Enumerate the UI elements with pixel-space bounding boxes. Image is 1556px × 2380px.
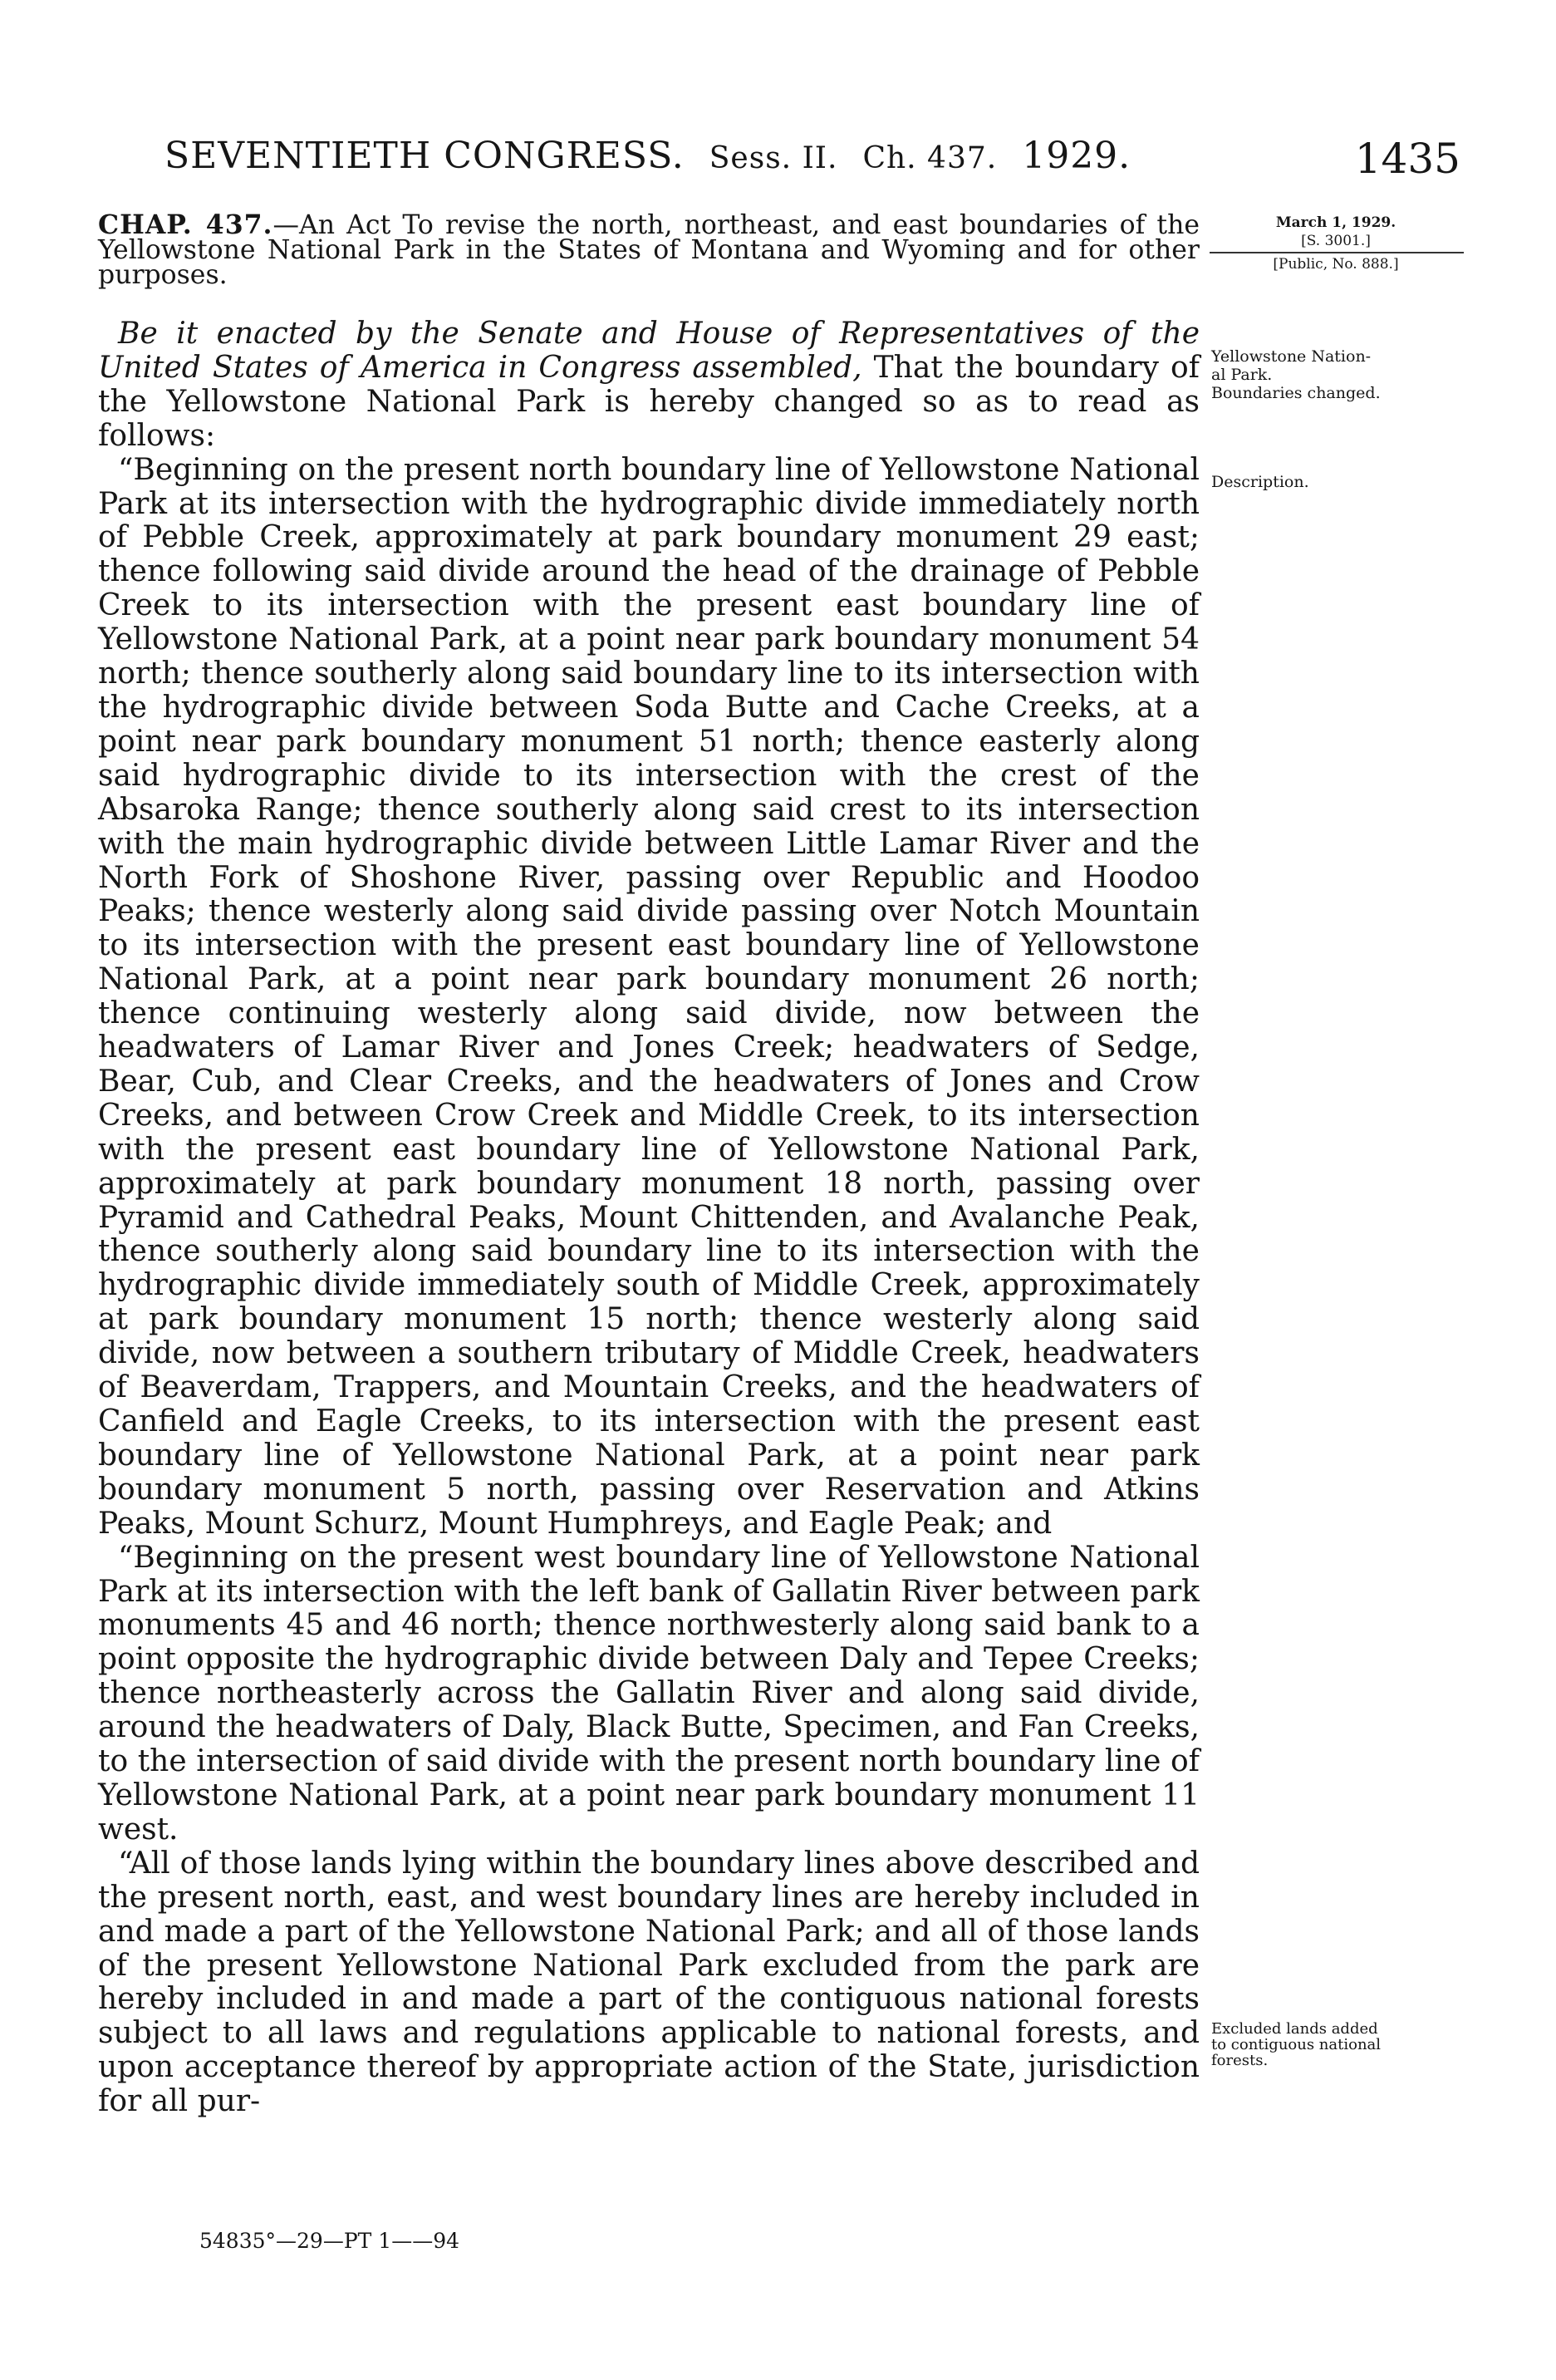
margin-yellowstone-line-2: al Park.: [1211, 366, 1273, 384]
chapter-number: CHAP. 437.: [98, 209, 273, 240]
enacting-clause-italic: Be it enacted by the Senate and House of Representatives of the United States of America in Congress assembled,: [98, 317, 1200, 385]
margin-excluded-line-2: to contiguous national: [1211, 2036, 1382, 2053]
running-head-title: [164, 135, 1131, 177]
footer-print-code: 54835°—29—PT 1——94: [199, 2229, 460, 2253]
page-number: 1435: [1354, 135, 1460, 183]
margin-public-law: [Public, No. 888.]: [1273, 256, 1399, 273]
margin-note-description: Description.: [1211, 473, 1309, 491]
margin-excluded-line-3: forests.: [1211, 2052, 1269, 2069]
margin-note-excluded: [1211, 2021, 1460, 2068]
chapter-title: —An Act To revise the north, northeast, and east boundaries of the Yellowstone National Park in the States of Montana and Wyoming and for other purposes.: [98, 210, 1200, 290]
session-label: Sess. II.: [709, 141, 838, 175]
running-head: [164, 135, 1460, 193]
margin-yellowstone-line-3: Boundaries changed.: [1211, 384, 1381, 402]
enacting-clause-text: That the boundary of the Yellowstone National Park is hereby changed so as to read as follows:: [98, 350, 1200, 453]
margin-yellowstone-line-1: Yellowstone Nation-: [1211, 347, 1372, 366]
paragraph-lands: “All of those lands lying within the boundary lines above described and the present north, east, and west boundary lines are hereby included in and made a part of the Yellowstone National Park; and all of those lands of the present Yellowstone National Park excluded from the park are hereby included in and made a part of the contiguous national forests subject to all laws and regulations applicable to national forests, and upon acceptance thereof by appropriate action of the State, jurisdiction for all pur-: [98, 1846, 1200, 2119]
paragraph-west-boundary: “Beginning on the present west boundary line of Yellowstone National Park at its intersection with the left bank of Gallatin River between park monuments 45 and 46 north; thence northwesterly along said bank to a point opposite the hydrographic divide between Daly and Tepee Creeks; thence northeasterly across the Gallatin River and along said divide, around the headwaters of Daly, Black Butte, Specimen, and Fan Creeks, to the intersection of said divide with the present north boundary line of Yellowstone National Park, at a point near park boundary monument 11 west.: [98, 1540, 1200, 1846]
congress-title: SEVENTIETH CONGRESS.: [164, 135, 685, 177]
margin-excluded-line-1: Excluded lands added: [1211, 2020, 1378, 2038]
margin-note-yellowstone: [1211, 347, 1460, 402]
enacting-clause: [98, 317, 1200, 454]
chapter-label: Ch. 437.: [862, 141, 998, 175]
margin-bill-number: [S. 3001.]: [1301, 233, 1371, 249]
year-label: 1929.: [1022, 135, 1131, 177]
main-text: [98, 209, 1200, 2119]
paragraph-north-boundary: “Beginning on the present north boundary line of Yellowstone National Park at its intersection with the hydrographic divide immediately north of Pebble Creek, approximately at park boundary monument 29 east; thence following said divide around the head of the drainage of Pebble Creek to its intersection with the present east boundary line of Yellowstone National Park, at a point near park boundary monument 54 north; thence southerly along said boundary line to its intersection with the hydrographic divide between Soda Butte and Cache Creeks, at a point near park boundary monument 51 north; thence easterly along said hydrographic divide to its intersection with the crest of the Absaroka Range; thence southerly along said crest to its intersection with the main hydrographic divide between Little Lamar River and the North Fork of Shoshone River, passing over Republic and Hoodoo Peaks; thence westerly along said divide passing over Notch Mountain to its intersection with the present east boundary line of Yellowstone National Park, at a point near park boundary monument 26 north; thence continuing westerly along said divide, now between the headwaters of Lamar River and Jones Creek; headwaters of Sedge, Bear, Cub, and Clear Creeks, and the headwaters of Jones and Crow Creeks, and between Crow Creek and Middle Creek, to its intersection with the present east boundary line of Yellowstone National Park, approximately at park boundary monument 18 north, passing over Pyramid and Cathedral Peaks, Mount Chittenden, and Avalanche Peak, thence southerly along said boundary line to its intersection with the hydrographic divide immediately south of Middle Creek, approximately at park boundary monument 15 north; thence westerly along said divide, now between a southern tributary of Middle Creek, headwaters of Beaverdam, Trappers, and Mountain Creeks, and the headwaters of Canfield and Eagle Creeks, to its intersection with the present east boundary line of Yellowstone National Park, at a point near park boundary monument 5 north, passing over Reservation and Atkins Peaks, Mount Schurz, Mount Humphreys, and Eagle Peak; and: [98, 452, 1200, 1541]
margin-rule: [1210, 252, 1464, 253]
chapter-heading: [98, 209, 1200, 290]
margin-date: March 1, 1929.: [1275, 214, 1396, 231]
